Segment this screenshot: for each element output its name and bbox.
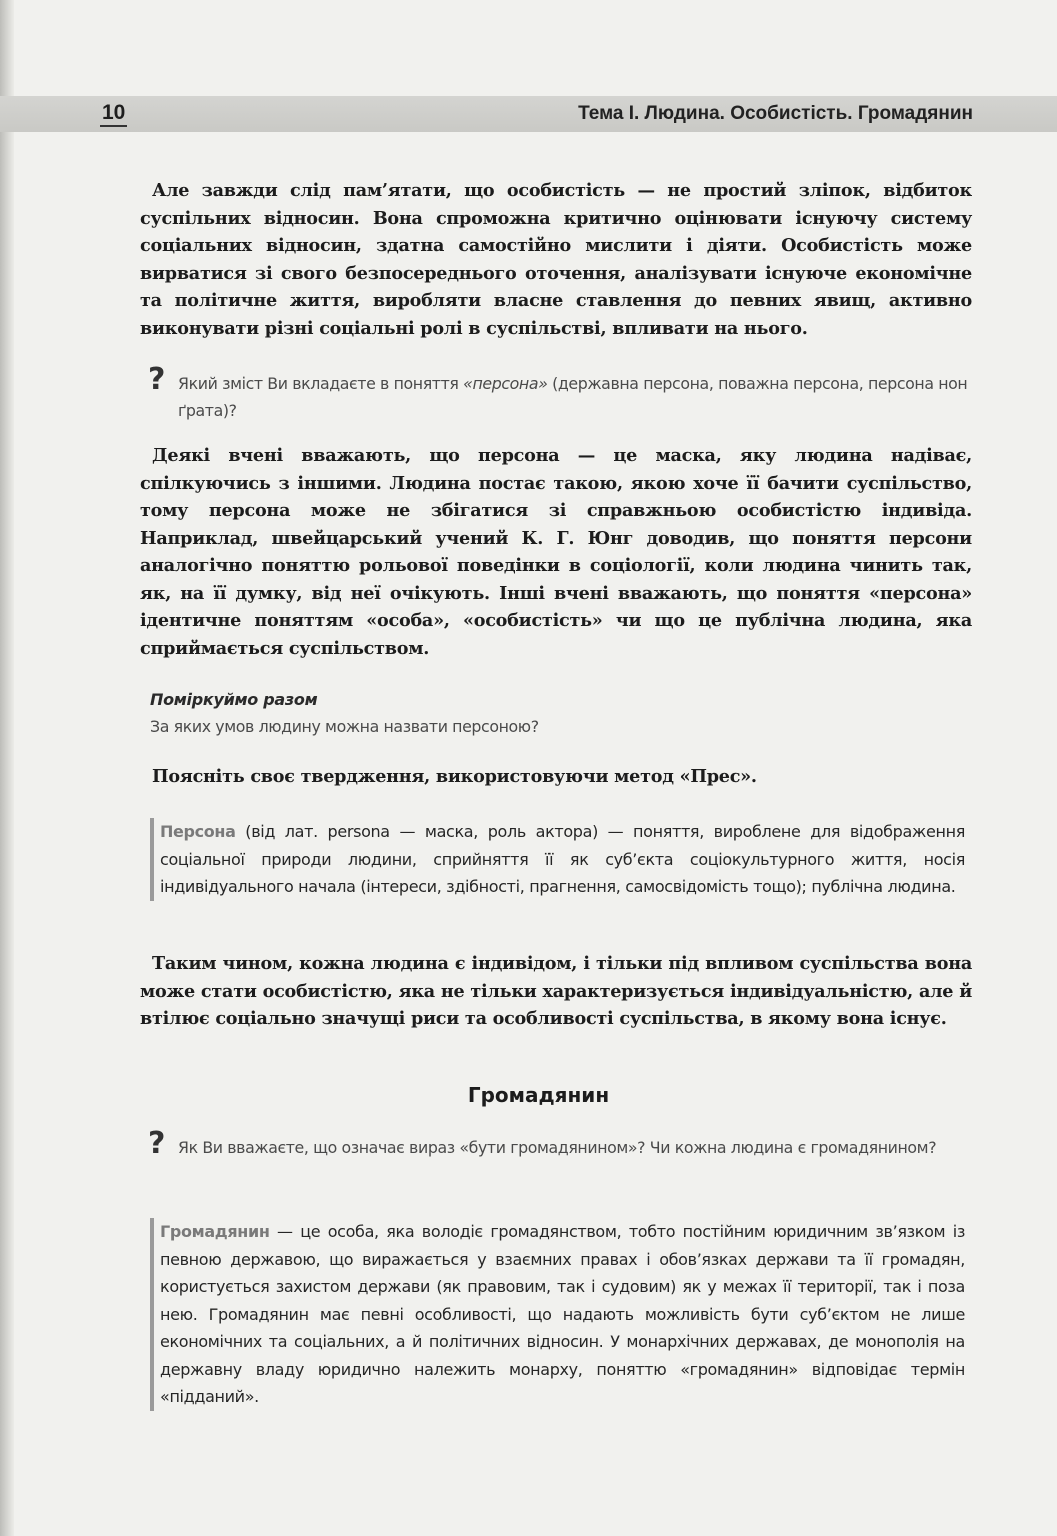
- scan-edge-shadow: [0, 0, 14, 1536]
- paragraph-persona-rest: — це маска, яку людина надіває, спілкуючись з іншими. Людина постає такою, якою хоче її бачити суспільство, тому персона може не збігатися зі справжньою особистістю індивіда. Наприклад, швейцарський учений К. Г. Юнг доводив, що поняття персони аналогічно поняттю рольової поведінки в соціології, коли людина чинить так, як, на її думку, від неї очікують. Інші вчені вважають, що поняття «персона» ідентичне поняттям «особа», «особистість» чи що це публічна людина, яка сприймається суспільством.: [140, 445, 972, 659]
- question-mark-icon: ?: [148, 362, 166, 397]
- term-persona: персона: [478, 445, 560, 466]
- question-citizen: [148, 1126, 973, 1161]
- definition-persona-text: (від лат. persona — маска, роль актора) — поняття, вироблене для відображення соціальної природи людини, сприйняття її як суб’єкта соціокультурного життя, носія індивідуального начала (інтереси, здібності, прагнення, самосвідомість тощо); публічна людина.: [160, 822, 965, 896]
- page-number: 10: [100, 101, 127, 127]
- running-title: Тема I. Людина. Особистість. Громадянин: [578, 103, 973, 124]
- definition-citizen-term: Громадянин: [160, 1222, 270, 1241]
- question-citizen-text: Як Ви вважаєте, що означає вираз «бути громадянином»? Чи кожна людина є громадянином?: [178, 1138, 937, 1157]
- definition-persona-term: Персона: [160, 822, 236, 841]
- instruction-press-method: Поясніть своє твердження, використовуючи метод «Прес».: [152, 766, 757, 787]
- definition-citizen: [150, 1218, 965, 1411]
- paragraph-personality: Але завжди слід пам’ятати, що особистість — не простий зліпок, відбиток суспільних відносин. Вона спроможна критично оцінювати існуючу систему соціальних відносин, здатна самостійно мислити і діяти. Особистість може вирватися зі свого безпосереднього оточення, аналізувати існуюче економічне та політичне життя, виробляти власне ставлення до певних явищ, активно виконувати різні соціальні ролі в суспільстві, впливати на нього.: [140, 180, 972, 339]
- think-together-title: Поміркуймо разом: [150, 690, 318, 709]
- question-persona-text-start: Який зміст Ви вкладаєте в поняття: [178, 374, 464, 393]
- definition-persona: [150, 818, 965, 901]
- paragraph-conclusion: Таким чином, кожна людина є індивідом, і тільки під впливом суспільства вона може стати особистістю, яка не тільки характеризується індивідуальністю, але й втілює соціально значущі риси та особливості суспільства, в якому вона існує.: [140, 953, 972, 1029]
- question-persona-text-end: (державна персона, поважна персона, персона нон ґрата)?: [178, 374, 968, 420]
- question-persona: [148, 362, 973, 424]
- section-heading-citizen: Громадянин: [467, 1083, 610, 1107]
- paragraph-persona-start: Деякі вчені вважають, що: [152, 445, 479, 466]
- question-persona-italic: «персона»: [463, 374, 548, 393]
- question-mark-icon: ?: [148, 1126, 166, 1161]
- paragraph-persona-mask: [140, 442, 972, 662]
- definition-citizen-text: — це особа, яка володіє громадянством, тобто постійним юридичним зв’язком із певною державою, що виражається у взаємних правах і обов’язках держави та її громадян, користується захистом держави (як правовим, так і судовим) як у межах її території, так і поза нею. Громадянин має певні особливості, що надають можливість бути суб’єктом не лише економічних та соціальних, а й політичних відносин. У монархічних державах, де монополія на державну владу юридично належить монарху, поняттю «громадянин» відповідає термін «підданий».: [160, 1222, 965, 1406]
- think-together-question: За яких умов людину можна назвати персоною?: [150, 717, 539, 736]
